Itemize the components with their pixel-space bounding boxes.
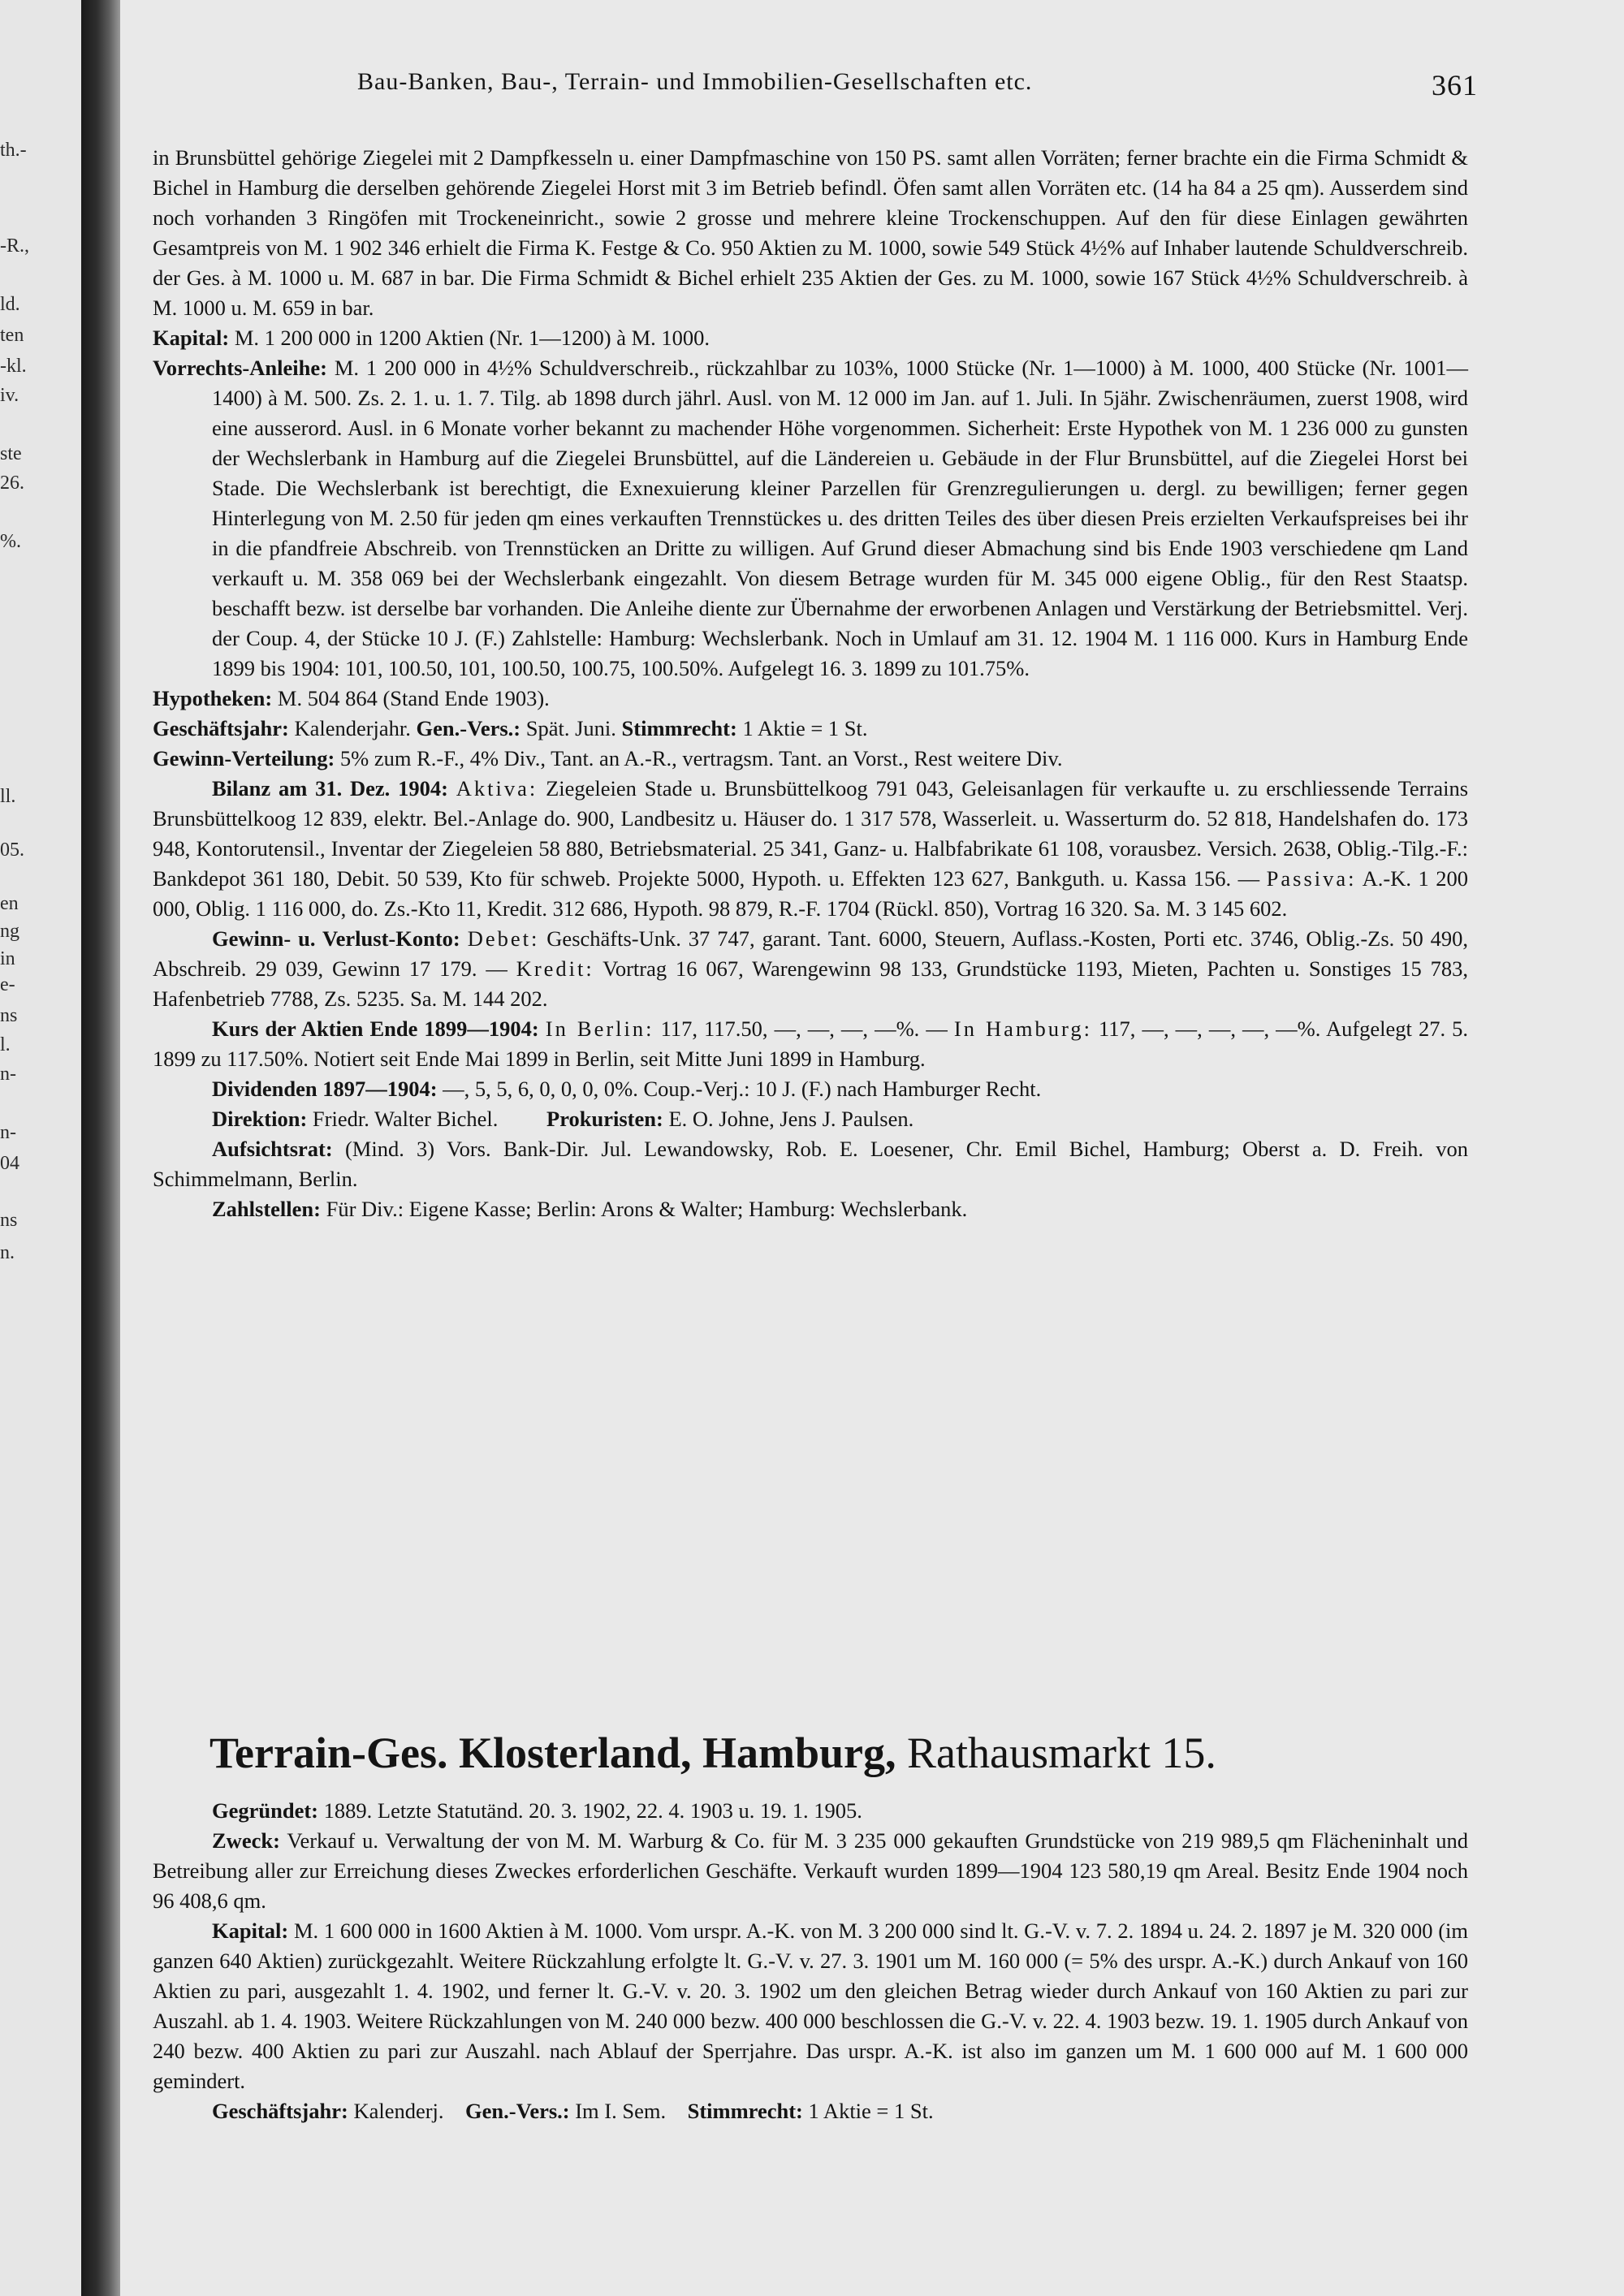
running-title: Bau-Banken, Bau-, Terrain- und Immobilien-Gesellschaften etc.: [357, 68, 1033, 95]
margin-fragment: n-: [0, 1064, 16, 1085]
margin-fragment: ste: [0, 443, 22, 464]
aufsichtsrat-text: (Mind. 3) Vors. Bank-Dir. Jul. Lewandowsky, Rob. E. Loesener, Chr. Emil Bichel, Hamburg; Oberst a. D. Freih. von Schimmelmann, Berlin.: [153, 1137, 1468, 1191]
geschaeftsjahr-label: Geschäftsjahr:: [153, 716, 289, 740]
gegruendet-label: Gegründet:: [212, 1798, 319, 1823]
company-heading: [209, 1728, 1216, 1778]
margin-fragment: ll.: [0, 786, 16, 807]
berlin-word: In Berlin:: [545, 1016, 654, 1041]
gegruendet-paragraph: [153, 1796, 1468, 1826]
intro-paragraph: in Brunsbüttel gehörige Ziegelei mit 2 Dampfkesseln u. einer Dampfmaschine von 150 PS. samt allen Vorräten; ferner brachte ein die Firma Schmidt & Bichel in Hamburg die derselben gehörende Ziegelei Horst mit 3 im Betrieb befindl. Öfen samt allen Vorräten etc. (14 ha 84 a 25 qm). Ausserdem sind noch vorhanden 3 Ringöfen mit Trockeneinricht., sowie 2 grosse und mehrere kleine Trockenschuppen. Auf den für diese Einlagen gewährten Gesamtpreis von M. 1 902 346 erhielt die Firma K. Festge & Co. 950 Aktien zu M. 1000, sowie 549 Stück 4½% auf Inhaber lautende Schuldverschreib. der Ges. à M. 1000 u. M. 687 in bar. Die Firma Schmidt & Bichel erhielt 235 Aktien der Ges. zu M. 1000, sowie 167 Stück 4½% Schuldverschreib. à M. 1000 u. M. 659 in bar.: [153, 145, 1468, 320]
kurs-paragraph: [153, 1014, 1468, 1074]
guv-label: Gewinn- u. Verlust-Konto:: [212, 926, 460, 951]
margin-fragment: iv.: [0, 385, 19, 406]
direktion-paragraph: [153, 1104, 1468, 1134]
margin-fragment: -R.,: [0, 235, 29, 257]
anleihe-text: M. 1 200 000 in 4½% Schuldverschreib., rückzahlbar zu 103%, 1000 Stücke (Nr. 1—1000) à M. 1000, 400 Stücke (Nr. 1001—1400) à M. 500. Zs. 2. 1. u. 1. 7. Tilg. ab 1898 durch jährl. Ausl. von M. 12 000 im Jan. auf 1. Juli. In 5jähr. Zwischenräumen, zuerst 1908, wird eine ausserord. Ausl. in 6 Monate vorher bekannt zu machender Höhe vorgenommen. Sicherheit: Erste Hypothek von M. 1 236 000 zu gunsten der Wechslerbank in Hamburg auf die Ziegelei Brunsbüttel, auf die Ländereien u. Gebäude in der Flur Brunsbüttel, auf die Ziegelei Horst bei Stade. Die Wechslerbank ist berechtigt, die Exnexuierung kleiner Parzellen für Grenzregulierungen u. dergl. zu bewilligen; ferner gegen Hinterlegung von M. 2.50 für jeden qm eines verkauften Trennstückes u. des dritten Teiles des über diesen Preis erzielten Verkaufspreises bei ihr in die pfandfreie Abschreib. von Trennstücken an Dritte zu willigen. Auf Grund dieser Abmachung sind bis Ende 1903 verschiedene qm Land verkauft u. M. 358 069 bei der Wechslerbank eingezahlt. Von diesem Betrage wurden für M. 345 000 eigene Oblig., für den Rest Staatsp. beschafft bezw. ist derselbe bar vorhanden. Die Anleihe diente zur Übernahme der erworbenen Anlagen und Verstärkung der Betriebsmittel. Verj. der Coup. 4, der Stücke 10 J. (F.) Zahlstelle: Hamburg: Wechslerbank. Noch in Umlauf am 31. 12. 1904 M. 1 116 000. Kurs in Hamburg Ende 1899 bis 1904: 101, 100.50, 101, 100.50, 100.75, 100.50%. Aufgelegt 16. 3. 1899 zu 101.75%.: [212, 356, 1468, 680]
margin-fragment: th.-: [0, 140, 27, 161]
direktion-label: Direktion:: [212, 1107, 308, 1131]
geschaeftsjahr-paragraph: [153, 714, 1468, 744]
aufsichtsrat-paragraph: [153, 1134, 1468, 1194]
margin-fragment: l.: [0, 1034, 11, 1055]
page-number: 361: [1432, 69, 1478, 101]
genvers2-text: Im I. Sem.: [575, 2099, 667, 2123]
margin-fragment: ns: [0, 1005, 18, 1026]
gewinnverteilung-paragraph: [153, 744, 1468, 774]
margin-fragment: in: [0, 948, 15, 969]
margin-fragment: ng: [0, 921, 19, 942]
page-header: [227, 68, 1478, 101]
anleihe-label: Vorrechts-Anleihe:: [153, 356, 327, 380]
margin-fragment: ns: [0, 1210, 18, 1231]
dividenden-label: Dividenden 1897—1904:: [212, 1077, 438, 1101]
margin-fragment: ld.: [0, 294, 20, 315]
bilanz-label: Bilanz am 31. Dez. 1904:: [212, 776, 448, 801]
geschaeftsjahr-text: Kalenderjahr.: [294, 716, 411, 740]
bilanz-paragraph: [153, 774, 1468, 924]
margin-fragment: ten: [0, 325, 24, 346]
zweck-label: Zweck:: [212, 1828, 280, 1853]
margin-fragment: 04: [0, 1153, 19, 1174]
aufsichtsrat-label: Aufsichtsrat:: [212, 1137, 333, 1161]
entry-klosterland: [153, 1796, 1468, 2126]
bilanz-passiva-text: A.-K. 1 200 000, Oblig. 1 116 000, do. Zs.-Kto 11, Kredit. 312 686, Hypoth. 98 879, R.-F. 1704 (Rückl. 850), Vortrag 16 320. Sa. M. 3 145 602.: [153, 866, 1469, 921]
kurs-text-1: 117, 117.50, —, —, —, —%. —: [660, 1016, 948, 1041]
zahlstellen-text: Für Div.: Eigene Kasse; Berlin: Arons & Walter; Hamburg: Wechslerbank.: [326, 1197, 968, 1221]
guv-text: Geschäfts-Unk. 37 747, garant. Tant. 6000, Steuern, Auflass.-Kosten, Porti etc. 3746, Oblig.-Zs. 50 490, Abschreib. 29 039, Gewinn 17 179. —: [153, 926, 1469, 981]
stimmrecht2-label: Stimmrecht:: [687, 2099, 803, 2123]
kurs-text-2: 117, —, —, —, —, —%. Aufgelegt 27. 5. 1899 zu 117.50%. Notiert seit Ende Mai 1899 in Berlin, seit Mitte Juni 1899 in Hamburg.: [153, 1016, 1468, 1071]
stimmrecht-text: 1 Aktie = 1 St.: [742, 716, 868, 740]
hamburg-word: In Hamburg:: [953, 1016, 1092, 1041]
passiva-word: Passiva:: [1266, 866, 1357, 891]
geschaeftsjahr2-label: Geschäftsjahr:: [212, 2099, 348, 2123]
margin-fragment: en: [0, 893, 19, 914]
dividenden-paragraph: [153, 1074, 1468, 1104]
kapital2-paragraph: [153, 1916, 1468, 2096]
kurs-label: Kurs der Aktien Ende 1899—1904:: [212, 1016, 539, 1041]
margin-fragment: n-: [0, 1122, 16, 1143]
geschaeftsjahr2-paragraph: [153, 2096, 1468, 2126]
guv-paragraph: [153, 924, 1468, 1014]
kapital2-text: M. 1 600 000 in 1600 Aktien à M. 1000. Vom urspr. A.-K. von M. 3 200 000 sind lt. G.-V. v. 7. 2. 1894 u. 24. 2. 1897 je M. 320 000 (im ganzen 640 Aktien) zurückgezahlt. Weitere Rückzahlung erfolgte lt. G.-V. v. 27. 3. 1901 um M. 160 000 (= 5% des urspr. A.-K.) durch Ankauf von 160 Aktien zu pari, ausgezahlt 1. 4. 1902, und ferner lt. G.-V. v. 20. 3. 1902 um den gleichen Betrag wieder durch Ankauf von 160 Aktien zu pari zur Auszahl. ab 1. 4. 1903. Weitere Rückzahlungen von M. 240 000 bezw. 400 000 beschlossen die G.-V. v. 22. 4. 1903 bezw. 19. 1. 1905 durch Ankauf von 240 bezw. 400 Aktien zu pari zur Auszahl. nach Ablauf der Sperrjahre. Das urspr. A.-K. ist also im ganzen um M. 1 600 000 auf M. 1 600 000 gemindert.: [153, 1918, 1468, 2093]
direktion-text: Friedr. Walter Bichel.: [312, 1107, 499, 1131]
zweck-paragraph: [153, 1826, 1468, 1916]
stimmrecht-label: Stimmrecht:: [621, 716, 737, 740]
aktiva-word: Aktiva:: [456, 776, 538, 801]
prokuristen-label: Prokuristen:: [546, 1107, 663, 1131]
zweck-text: Verkauf u. Verwaltung der von M. M. Warburg & Co. für M. 3 235 000 gekauften Grundstücke von 219 989,5 qm Flächeninhalt und Betreibung aller zur Erreichung dieses Zweckes erforderlichen Geschäfte. Verkauft wurden 1899—1904 123 580,19 qm Areal. Besitz Ende 1904 noch 96 408,6 qm.: [153, 1828, 1468, 1913]
kapital2-label: Kapital:: [212, 1918, 289, 1943]
guv-kredit-text: Vortrag 16 067, Warengewinn 98 133, Grundstücke 1193, Mieten, Pachten u. Sonstiges 15 783, Hafenbetrieb 7788, Zs. 5235. Sa. M. 144 202.: [153, 956, 1469, 1011]
kapital-label: Kapital:: [153, 326, 230, 350]
book-spine-shadow: [81, 0, 120, 2296]
genvers-text: Spät. Juni.: [525, 716, 616, 740]
margin-fragment: e-: [0, 974, 15, 995]
dividenden-text: —, 5, 5, 6, 0, 0, 0, 0%. Coup.-Verj.: 10 J. (F.) nach Hamburger Recht.: [443, 1077, 1042, 1101]
hypotheken-paragraph: [153, 684, 1468, 714]
kredit-word: Kredit:: [516, 956, 594, 981]
genvers-label: Gen.-Vers.:: [416, 716, 521, 740]
prokuristen-text: E. O. Johne, Jens J. Paulsen.: [668, 1107, 914, 1131]
genvers2-label: Gen.-Vers.:: [465, 2099, 570, 2123]
margin-fragment: n.: [0, 1242, 15, 1263]
gegruendet-text: 1889. Letzte Statutänd. 20. 3. 1902, 22. 4. 1903 u. 19. 1. 1905.: [323, 1798, 862, 1823]
margin-fragment: 26.: [0, 473, 24, 494]
kapital-paragraph: [153, 323, 1468, 353]
entry-continued: [153, 143, 1468, 1224]
hypotheken-label: Hypotheken:: [153, 686, 273, 710]
zahlstellen-paragraph: [153, 1194, 1468, 1224]
margin-fragment: 05.: [0, 839, 24, 861]
kapital-text: M. 1 200 000 in 1200 Aktien (Nr. 1—1200) à M. 1000.: [234, 326, 710, 350]
geschaeftsjahr2-text: Kalenderj.: [353, 2099, 444, 2123]
bilanz-text: Ziegeleien Stade u. Brunsbüttelkoog 791 043, Geleisanlagen für verkaufte u. zu erschliessende Terrains Brunsbüttelkoog 12 839, elektr. Bel.-Anlage do. 900, Landbesitz u. Häuser do. 1 317 578, Wasserleit. u. Wasserturm do. 52 818, Handelshafen do. 173 948, Kontorutensil., Inventar der Ziegeleien 58 880, Betriebsmaterial. 25 341, Ganz- u. Halbfabrikate 61 108, vorausbez. Versich. 2638, Oblig.-Tilg.-F.: Bankdepot 361 180, Debit. 50 539, Kto für schweb. Projekte 5000, Hypoth. u. Effekten 123 627, Bankguth. u. Kassa 156. —: [153, 776, 1469, 891]
zahlstellen-label: Zahlstellen:: [212, 1197, 321, 1221]
hypotheken-text: M. 504 864 (Stand Ende 1903).: [277, 686, 550, 710]
stimmrecht2-text: 1 Aktie = 1 St.: [808, 2099, 934, 2123]
margin-fragment: %.: [0, 531, 21, 552]
company-address: Rathausmarkt 15.: [907, 1728, 1216, 1777]
debet-word: Debet:: [467, 926, 540, 951]
anleihe-paragraph: [153, 353, 1468, 684]
gewinnverteilung-text: 5% zum R.-F., 4% Div., Tant. an A.-R., vertragsm. Tant. an Vorst., Rest weitere Div.: [339, 746, 1063, 770]
left-page-fragment: [0, 0, 81, 2296]
margin-fragment: -kl.: [0, 356, 27, 377]
gewinnverteilung-label: Gewinn-Verteilung:: [153, 746, 335, 770]
company-name: Terrain-Ges. Klosterland, Hamburg,: [209, 1728, 896, 1777]
